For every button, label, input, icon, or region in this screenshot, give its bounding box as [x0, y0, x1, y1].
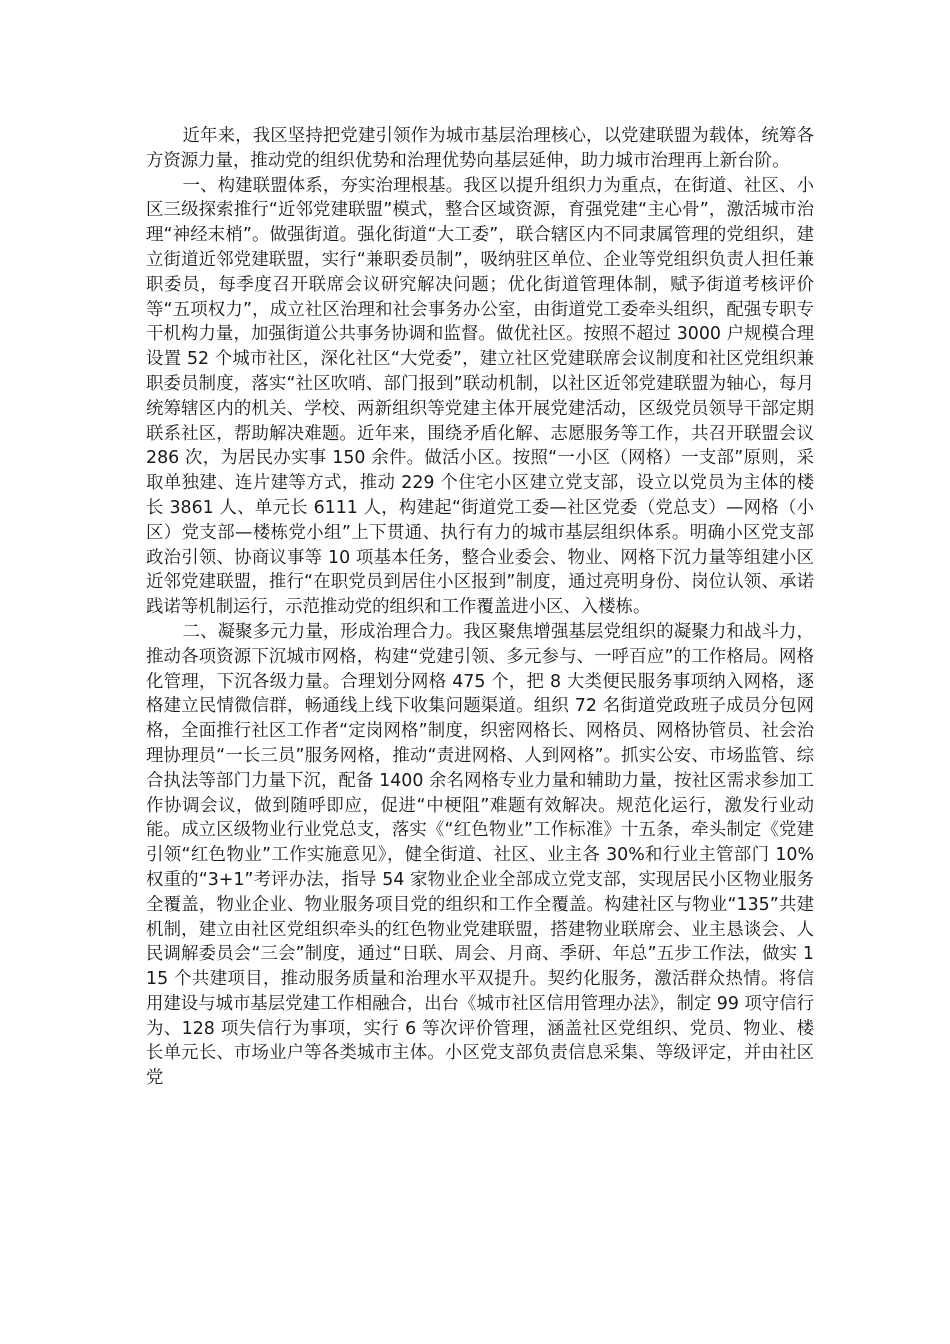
document-body [146, 124, 814, 1091]
paragraph-intro: 近年来，我区坚持把党建引领作为城市基层治理核心，以党建联盟为载体，统筹各方资源力量，推动党的组织优势和治理优势向基层延伸，助力城市治理再上新台阶。 [146, 126, 814, 171]
paragraph-section-two: 二、凝聚多元力量，形成治理合力。我区聚焦增强基层党组织的凝聚力和战斗力，推动各项资源下沉城市网格，构建“党建引领、多元参与、一呼百应”的工作格局。网格化管理，下沉各级力量。合理划分网格 475 个，把 8 大类便民服务事项纳入网格，逐格建立民情微信群，畅通线上线下收集问题渠道。组织 72 名街道党政班子成员分包网格，全面推行社区工作者“定岗网格”制度，织密网格长、网格员、网格协管员、社会治理协理员“一长三员”服务网格，推动“责进网格、人到网格”。抓实公安、市场监管、综合执法等部门力量下沉，配备 1400 余名网格专业力量和辅助力量，按社区需求参加工作协调会议，做到随呼即应，促进“中梗阻”难题有效解决。规范化运行，激发行业动能。成立区级物业行业党总支，落实《“红色物业”工作标准》十五条，牵头制定《党建引领“红色物业”工作实施意见》，健全街道、社区、业主各 30%和行业主管部门 10%权重的“3+1”考评办法，指导 54 家物业企业全部成立党支部，实现居民小区物业服务全覆盖，物业企业、物业服务项目党的组织和工作全覆盖。构建社区与物业“135”共建机制，建立由社区党组织牵头的红色物业党建联盟，搭建物业联席会、业主恳谈会、人民调解委员会“三会”制度，通过“日联、周会、月商、季研、年总”五步工作法，做实 115 个共建项目，推动服务质量和治理水平双提升。契约化服务，激活群众热情。将信用建设与城市基层党建工作相融合，出台《城市社区信用管理办法》，制定 99 项守信行为、128 项失信行为事项，实行 6 等次评价管理，涵盖社区党组织、党员、物业、楼长单元长、市场业户等各类城市主体。小区党支部负责信息采集、等级评定，并由社区党 [146, 621, 814, 1089]
paragraph-section-one: 一、构建联盟体系，夯实治理根基。我区以提升组织力为重点，在街道、社区、小区三级探索推行“近邻党建联盟”模式，整合区域资源，育强党建“主心骨”，激活城市治理“神经末梢”。做强街道。强化街道“大工委”，联合辖区内不同隶属管理的党组织，建立街道近邻党建联盟，实行“兼职委员制”，吸纳驻区单位、企业等党组织负责人担任兼职委员，每季度召开联席会议研究解决问题；优化街道管理体制，赋予街道考核评价等“五项权力”，成立社区治理和社会事务办公室，由街道党工委牵头组织，配强专职专干机构力量，加强街道公共事务协调和监督。做优社区。按照不超过 3000 户规模合理设置 52 个城市社区，深化社区“大党委”，建立社区党建联席会议制度和社区党组织兼职委员制度，落实“社区吹哨、部门报到”联动机制，以社区近邻党建联盟为轴心，每月统筹辖区内的机关、学校、两新组织等党建主体开展党建活动，区级党员领导干部定期联系社区，帮助解决难题。近年来，围绕矛盾化解、志愿服务等工作，共召开联盟会议 286 次，为居民办实事 150 余件。做活小区。按照“一小区（网格）一支部”原则，采取单独建、连片建等方式，推动 229 个住宅小区建立党支部，设立以党员为主体的楼长 3861 人、单元长 6111 人，构建起“街道党工委—社区党委（党总支）—网格（小区）党支部—楼栋党小组”上下贯通、执行有力的城市基层组织体系。明确小区党支部政治引领、协商议事等 10 项基本任务，整合业委会、物业、网格下沉力量等组建小区近邻党建联盟，推行“在职党员到居住小区报到”制度，通过亮明身份、岗位认领、承诺践诺等机制运行，示范推动党的组织和工作覆盖进小区、入楼栋。 [146, 175, 814, 618]
